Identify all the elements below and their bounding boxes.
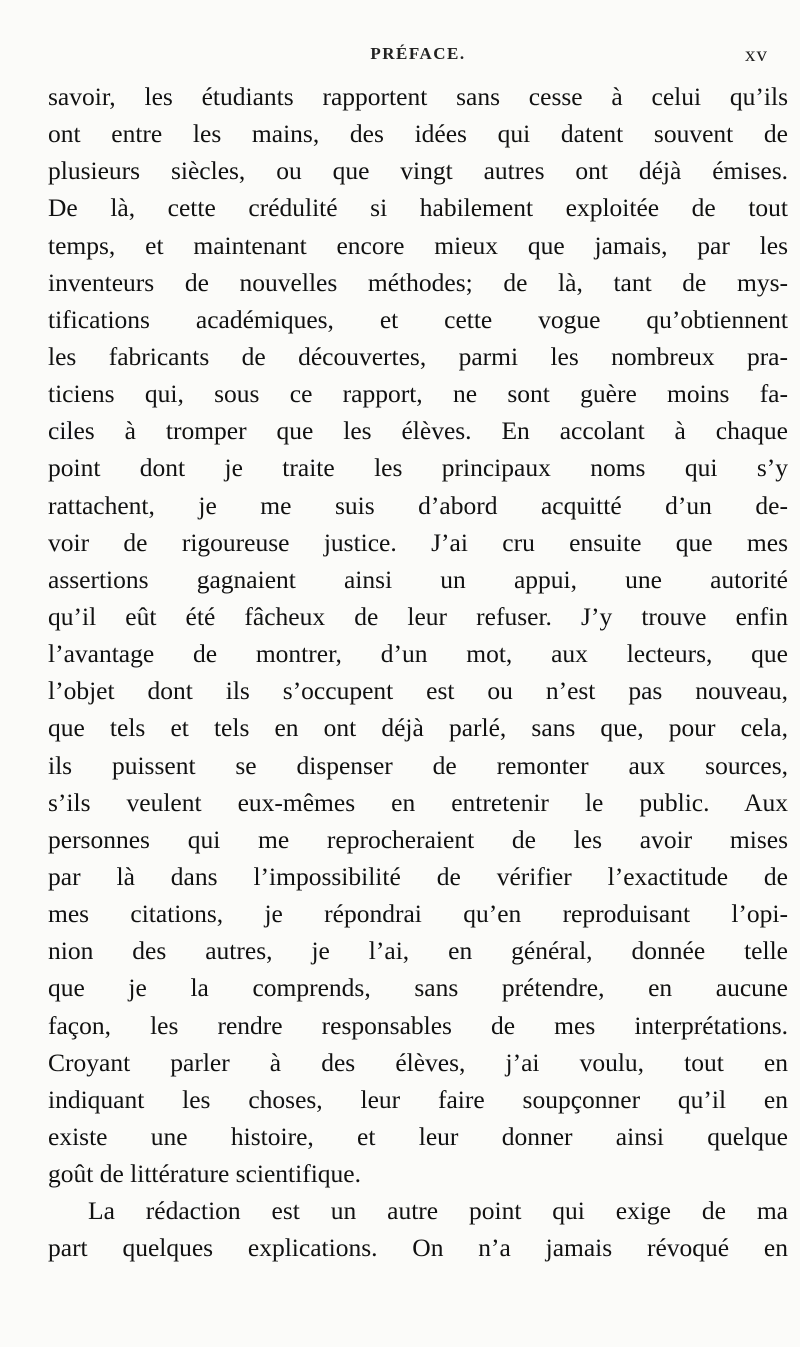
text-line: point dont je traite les principaux noms qui s’y xyxy=(48,453,788,483)
text-line: ticiens qui, sous ce rapport, ne sont guère moins fa- xyxy=(48,379,788,409)
text-line: façon, les rendre responsables de mes interprétations. xyxy=(48,1010,788,1040)
text-line: plusieurs siècles, ou que vingt autres ont déjà émises. xyxy=(48,156,788,186)
text-line: assertions gagnaient ainsi un appui, une autorité xyxy=(48,564,788,594)
text-line: existe une histoire, et leur donner ainsi quelque xyxy=(48,1121,788,1151)
text-line: voir de rigoureuse justice. J’ai cru ensuite que mes xyxy=(48,527,788,557)
text-line: ciles à tromper que les élèves. En accolant à chaque xyxy=(48,416,788,446)
running-title: PRÉFACE. xyxy=(370,44,466,63)
text-line: mes citations, je répondrai qu’en reproduisant l’opi- xyxy=(48,899,788,929)
text-line: rattachent, je me suis d’abord acquitté d’un de- xyxy=(48,490,788,520)
text-line: qu’il eût été fâcheux de leur refuser. J’y trouve enfin xyxy=(48,601,788,631)
text-line: l’avantage de montrer, d’un mot, aux lecteurs, que xyxy=(48,639,788,669)
text-line: inventeurs de nouvelles méthodes; de là, tant de mys- xyxy=(48,267,788,297)
text-line: ont entre les mains, des idées qui datent souvent de xyxy=(48,119,788,149)
text-line: personnes qui me reprocheraient de les avoir mises xyxy=(48,824,788,854)
text-line: Croyant parler à des élèves, j’ai voulu, tout en xyxy=(48,1047,788,1077)
paragraph-start-line: La rédaction est un autre point qui exige de ma xyxy=(88,1196,788,1226)
text-line: l’objet dont ils s’occupent est ou n’est pas nouveau, xyxy=(48,676,788,706)
text-line: De là, cette crédulité si habilement exploitée de tout xyxy=(48,193,788,223)
body-text xyxy=(48,78,788,1267)
text-line: tifications académiques, et cette vogue qu’obtiennent xyxy=(48,304,788,334)
text-line: par là dans l’impossibilité de vérifier l’exactitude de xyxy=(48,861,788,891)
text-line: que tels et tels en ont déjà parlé, sans que, pour cela, xyxy=(48,713,788,743)
paragraph-end-line: goût de littérature scientifique. xyxy=(48,1159,361,1189)
running-head xyxy=(48,44,788,70)
text-line: ils puissent se dispenser de remonter aux sources, xyxy=(48,750,788,780)
text-line: que je la comprends, sans prétendre, en aucune xyxy=(48,973,788,1003)
page-number: xv xyxy=(745,42,768,66)
text-line: part quelques explications. On n’a jamais révoqué en xyxy=(48,1233,788,1263)
text-line: nion des autres, je l’ai, en général, donnée telle xyxy=(48,936,788,966)
text-line: s’ils veulent eux-mêmes en entretenir le public. Aux xyxy=(48,787,788,817)
text-line: les fabricants de découvertes, parmi les nombreux pra- xyxy=(48,341,788,371)
text-line: indiquant les choses, leur faire soupçonner qu’il en xyxy=(48,1084,788,1114)
text-line: temps, et maintenant encore mieux que jamais, par les xyxy=(48,230,788,260)
text-line: savoir, les étudiants rapportent sans cesse à celui qu’ils xyxy=(48,82,788,111)
